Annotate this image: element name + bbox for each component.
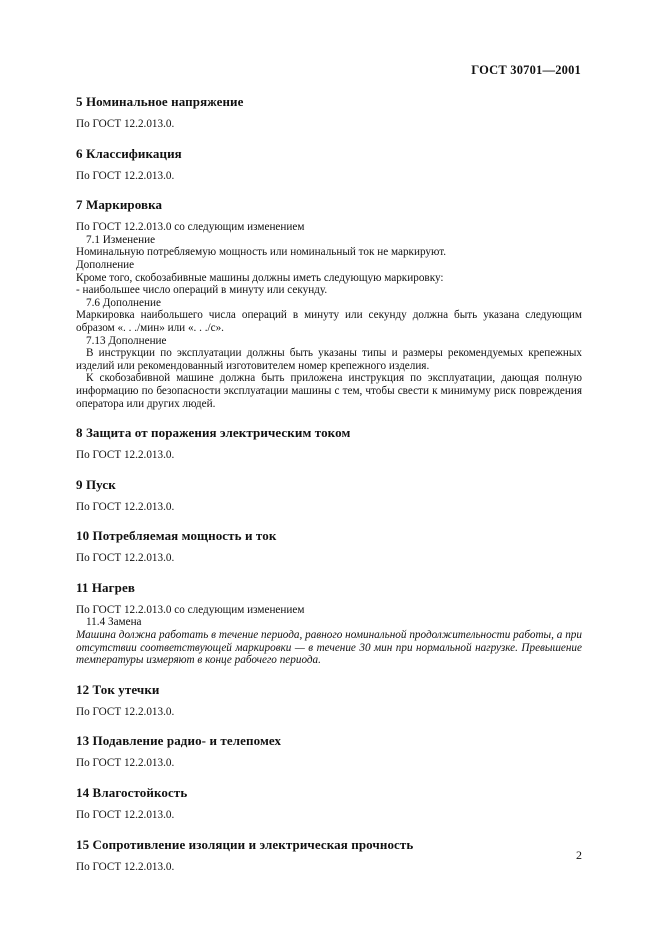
section-heading: 11 Нагрев — [76, 579, 135, 595]
section-text: Машина должна работать в течение периода, равного номинальной продолжительности работы, а при отсутствии соответствующей маркировки — в течение 30 мин при нормальной нагрузке. Превышение температуры измеряют в конце рабочего периода. — [76, 629, 582, 667]
section-text: В инструкции по эксплуатации должны быть указаны типы и размеры рекомендуемых крепежных изделий или рекомендованный изготовителем номер крепежного изделия. — [76, 347, 582, 372]
section-14 — [76, 785, 582, 822]
list-item: - наибольшее число операций в минуту или секунду. — [76, 284, 328, 297]
section-heading: 5 Номинальное напряжение — [76, 94, 244, 109]
section-text: По ГОСТ 12.2.013.0. — [76, 757, 175, 770]
section-heading: 9 Пуск — [76, 476, 116, 492]
section-heading: 14 Влагостойкость — [76, 785, 188, 801]
section-text: По ГОСТ 12.2.013.0. — [76, 500, 175, 513]
section-heading: 13 Подавление радио- и телепомех — [76, 733, 282, 749]
section-heading: 8 Защита от поражения электрическим током — [76, 425, 351, 441]
section-15 — [76, 837, 582, 874]
section-text: Кроме того, скобозабивные машины должны иметь следующую маркировку: — [76, 271, 444, 284]
section-11 — [76, 580, 582, 667]
section-text: По ГОСТ 12.2.013.0. — [76, 809, 175, 822]
section-text: Дополнение — [76, 258, 135, 271]
section-heading: 15 Сопротивление изоляции и электрическая прочность — [76, 836, 414, 852]
section-text: Номинальную потребляемую мощность или номинальный ток не маркируют. — [76, 246, 447, 259]
section-heading: 12 Ток утечки — [76, 681, 160, 697]
clause-number: 7.13 Дополнение — [86, 334, 167, 347]
section-text: По ГОСТ 12.2.013.0 со следующим изменением — [76, 221, 305, 234]
section-13 — [76, 733, 582, 770]
section-8 — [76, 425, 582, 462]
section-6 — [76, 146, 582, 183]
clause-number: 7.1 Изменение — [86, 233, 156, 246]
document-body — [76, 94, 582, 873]
section-text: По ГОСТ 12.2.013.0. — [76, 449, 175, 462]
section-text: По ГОСТ 12.2.013.0. — [76, 552, 175, 565]
page-number: 2 — [576, 848, 582, 862]
section-10 — [76, 528, 582, 565]
section-heading: 10 Потребляемая мощность и ток — [76, 528, 277, 544]
section-12 — [76, 682, 582, 719]
document-code: ГОСТ 30701—2001 — [471, 63, 581, 77]
section-9 — [76, 477, 582, 514]
section-text: По ГОСТ 12.2.013.0. — [76, 860, 175, 873]
section-text: По ГОСТ 12.2.013.0. — [76, 118, 175, 130]
section-text: К скобозабивной машине должна быть приложена инструкция по эксплуатации, дающая полную информацию по безопасности эксплуатации машины с тем, чтобы свести к минимуму риск повреждения оператора или других людей. — [76, 372, 582, 410]
section-heading: 7 Маркировка — [76, 197, 163, 213]
section-text: По ГОСТ 12.2.013.0 со следующим изменением — [76, 603, 305, 616]
section-7 — [76, 197, 582, 410]
clause-number: 11.4 Замена — [86, 616, 142, 629]
section-5 — [76, 94, 582, 131]
section-heading: 6 Классификация — [76, 145, 182, 161]
clause-number: 7.6 Дополнение — [86, 296, 161, 309]
section-text: По ГОСТ 12.2.013.0. — [76, 705, 175, 718]
section-text: По ГОСТ 12.2.013.0. — [76, 169, 175, 182]
section-text: Маркировка наибольшего числа операций в минуту или секунду должна быть указана следующим образом «. . ./мин» или «. . ./с». — [76, 309, 582, 334]
